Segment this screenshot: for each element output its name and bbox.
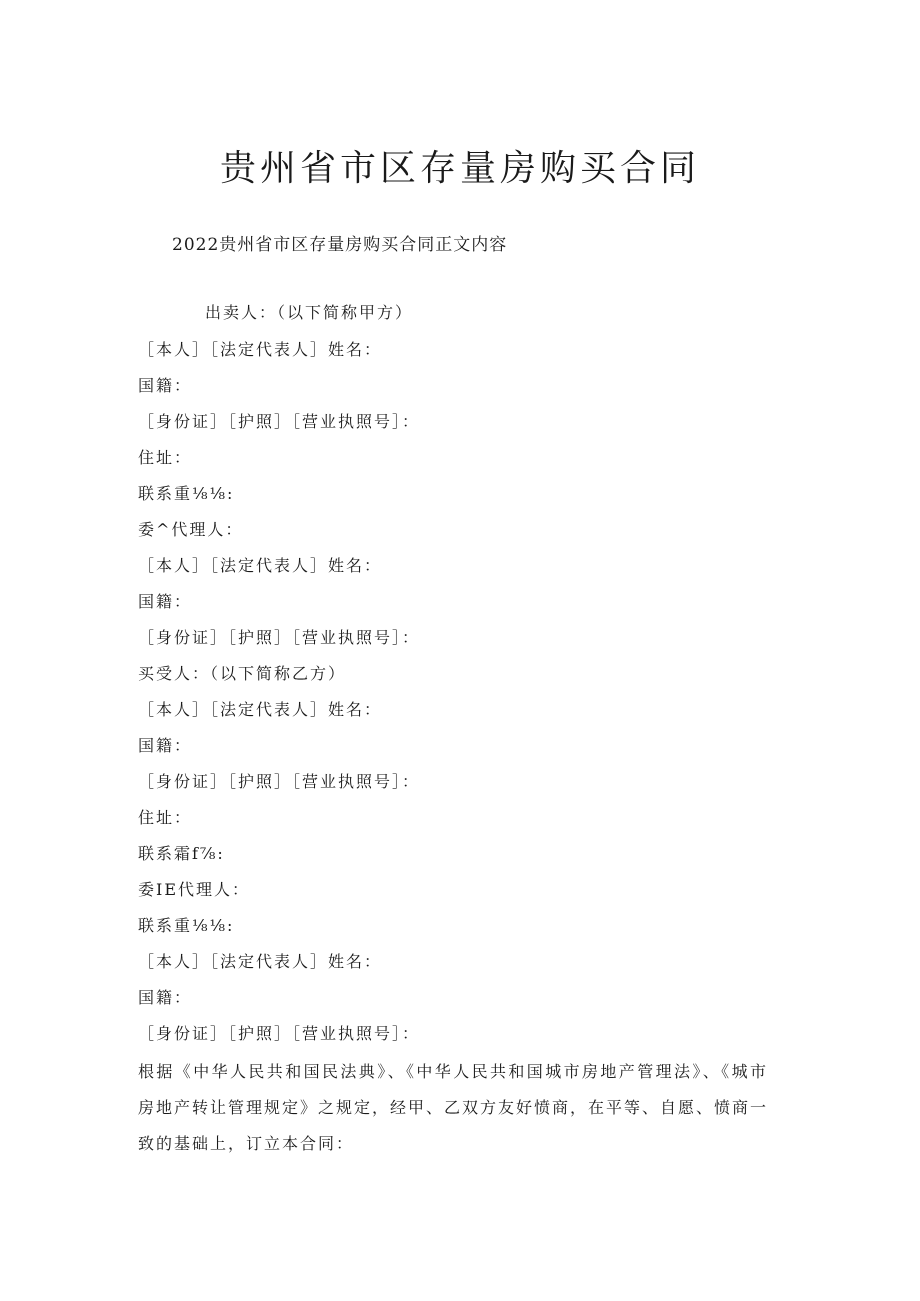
seller-agent-name-line: ［本人］［法定代表人］姓名： — [138, 556, 383, 575]
buyer-agent-phone-line: 联系重⅛⅛: — [138, 916, 235, 935]
seller-agent-line: 委^代理人： — [138, 520, 244, 539]
buyer-name-line: ［本人］［法定代表人］姓名： — [138, 700, 383, 719]
buyer-address-line: 住址： — [138, 808, 193, 827]
buyer-phone-line: 联系霜f⅞: — [138, 844, 225, 863]
buyer-agent-id-line: ［身份证］［护照］［营业执照号］： — [138, 1024, 421, 1043]
buyer-agent-line: 委IE代理人： — [138, 880, 251, 899]
seller-address-line: 住址： — [138, 448, 193, 467]
buyer-agent-nationality-line: 国籍： — [138, 988, 193, 1007]
seller-name-line: ［本人］［法定代表人］姓名： — [138, 340, 383, 359]
seller-agent-nationality-line: 国籍： — [138, 592, 193, 611]
buyer-nationality-line: 国籍： — [138, 736, 193, 755]
seller-phone-line: 联系重⅛⅛: — [138, 484, 235, 503]
buyer-id-line: ［身份证］［护照］［营业执照号］： — [138, 772, 421, 791]
buyer-agent-name-line: ［本人］［法定代表人］姓名： — [138, 952, 383, 971]
seller-nationality-line: 国籍： — [138, 376, 193, 395]
contract-preamble: 根据《中华人民共和国民法典》、《中华人民共和国城市房地产管理法》、《城市房地产转让管理规定》之规定，经甲、乙双方友好愤商，在平等、自愿、愤商一致的基础上，订立本合同： — [138, 1062, 769, 1153]
buyer-heading: 买受人：（以下简称乙方） — [138, 664, 347, 683]
document-subtitle: 2022贵州省市区存量房购买合同正文内容 — [172, 235, 508, 255]
seller-heading: 出卖人：（以下简称甲方） — [205, 303, 414, 322]
seller-agent-id-line: ［身份证］［护照］［营业执照号］： — [138, 628, 421, 647]
document-title: 贵州省市区存量房购买合同 — [219, 148, 700, 189]
seller-id-line: ［身份证］［护照］［营业执照号］： — [138, 412, 421, 431]
